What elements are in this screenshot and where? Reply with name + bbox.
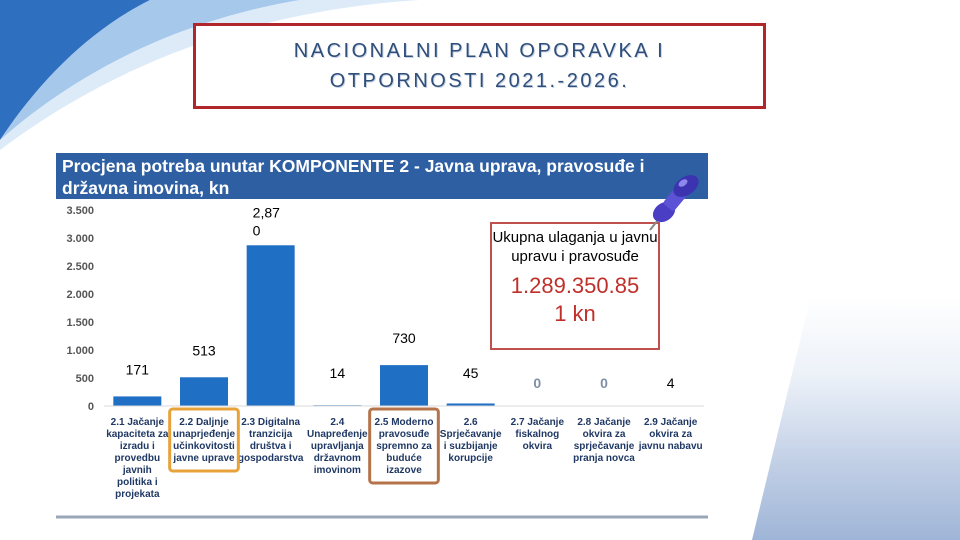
data-label: 730 <box>392 330 416 347</box>
data-label: 45 <box>462 365 479 381</box>
x-category-label: okvira za <box>582 429 626 440</box>
x-category-label: okvira <box>522 441 553 452</box>
data-label: 0 <box>600 375 608 391</box>
x-category-label: javnu nabavu <box>638 441 703 452</box>
x-category-label: učinkovitosti <box>173 441 235 452</box>
x-category-label: projekata <box>115 489 160 500</box>
data-label: 171 <box>125 361 150 378</box>
chart-title <box>56 153 708 199</box>
x-category-label: 2.4 <box>330 417 345 428</box>
data-label: 513 <box>192 342 216 359</box>
x-category-label: 2.7 Jačanje <box>510 417 565 428</box>
bar <box>380 365 428 406</box>
x-category-label: 2.1 Jačanje <box>110 417 165 428</box>
data-label: 14 <box>329 365 346 381</box>
x-category-label: buduće <box>386 453 422 464</box>
x-category-label: 2.6 <box>463 417 478 428</box>
callout-amount <box>492 272 658 328</box>
x-category-label: gospodarstva <box>237 453 304 464</box>
bar <box>113 396 161 406</box>
data-label: 4 <box>666 375 675 391</box>
x-category-label: unaprjeđenje <box>172 429 236 440</box>
slide-title-box <box>193 23 766 109</box>
x-category-label: upravljanja <box>310 441 364 452</box>
x-category-label: pranja novca <box>573 453 635 464</box>
y-tick-label: 0 <box>87 401 94 413</box>
x-category-label: 2.9 Jačanje <box>643 417 698 428</box>
x-category-label: pravosuđe <box>378 429 430 440</box>
data-label: 0 <box>252 222 261 239</box>
total-investment-callout <box>490 222 660 350</box>
x-category-label: 2.3 Digitalna <box>241 417 301 428</box>
push-pin-icon <box>646 172 706 232</box>
y-tick-label: 1.500 <box>66 317 94 329</box>
x-category-label: 2.8 Jačanje <box>577 417 631 428</box>
bar <box>180 377 228 406</box>
x-category-label: Unapređenje <box>307 429 368 440</box>
y-tick-label: 2.000 <box>66 289 94 301</box>
data-label: 2,87 <box>252 204 280 221</box>
x-category-label: državnom <box>313 453 361 464</box>
x-category-label: fiskalnog <box>515 429 560 440</box>
y-tick-label: 2.500 <box>66 261 94 273</box>
y-tick-label: 3.000 <box>66 233 94 245</box>
x-category-label: politika i <box>117 477 158 488</box>
x-category-label: 2.5 Moderno <box>374 417 434 428</box>
chart-title-line-1: Procjena potreba unutar KOMPONENTE 2 - Javna uprava, pravosuđe i <box>62 156 645 176</box>
x-category-label: okvira za <box>649 429 693 440</box>
callout-amount-line-2: 1 kn <box>554 301 596 326</box>
x-category-label: javne uprave <box>173 453 235 464</box>
callout-amount-line-1: 1.289.350.85 <box>510 273 640 298</box>
chart-title-line-2: državna imovina, kn <box>62 178 230 198</box>
y-tick-label: 3.500 <box>66 205 94 217</box>
data-label: 0 <box>533 375 542 391</box>
x-category-label: i suzbijanje <box>443 441 498 452</box>
bar <box>247 245 295 406</box>
x-category-label: javnih <box>122 465 152 476</box>
x-category-label: izradu i <box>119 441 155 452</box>
x-category-label: imovinom <box>313 465 361 476</box>
x-category-label: kapaciteta za <box>106 429 169 440</box>
x-category-label: tranzicija <box>248 429 293 440</box>
x-category-label: Sprječavanje <box>439 429 502 440</box>
x-category-label: provedbu <box>114 453 161 464</box>
slide-title-line-2: OTPORNOSTI 2021.-2026. <box>329 70 630 92</box>
x-category-label: 2.2 Daljnje <box>179 417 229 428</box>
x-category-label: korupcije <box>448 453 493 464</box>
y-tick-label: 500 <box>75 373 94 385</box>
y-tick-label: 1.000 <box>66 345 94 357</box>
callout-text: Ukupna ulaganja u javnu upravu i pravosuđe <box>492 229 658 265</box>
slide-title-line-1: NACIONALNI PLAN OPORAVKA I <box>293 40 666 62</box>
x-category-label: društva i <box>249 441 292 452</box>
x-category-label: sprječavanje <box>573 441 635 452</box>
x-category-label: spremno za <box>376 441 432 452</box>
x-category-label: izazove <box>386 465 422 476</box>
